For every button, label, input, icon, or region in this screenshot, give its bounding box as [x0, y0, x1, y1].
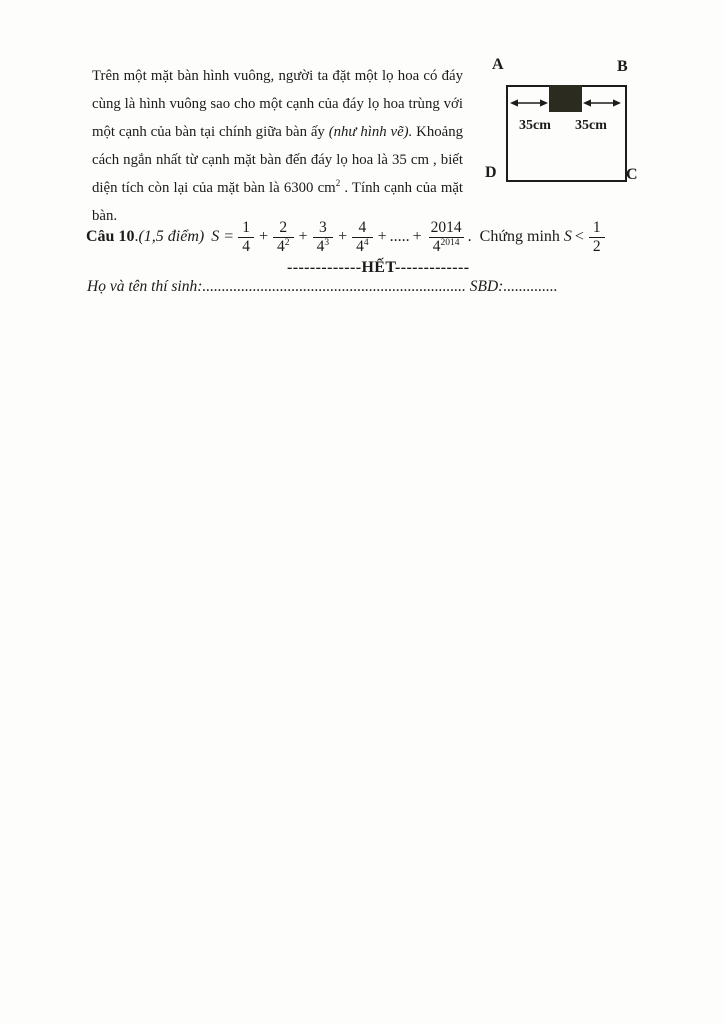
question-10-line	[86, 219, 607, 256]
left-distance-arrow-icon	[510, 97, 548, 109]
problem-line-3-tail: Khoảng	[412, 124, 464, 140]
plus-sign: +	[412, 228, 422, 246]
fraction-term-3: $\frac{3}{4^3}$	[313, 219, 334, 256]
problem-line-4: cách ngắn nhất từ cạnh mặt bàn đến đáy lọ hoa là 35 cm , biết	[92, 152, 463, 168]
problem-line-5-text: diện tích còn lại của mặt bàn là 6300 cm	[92, 180, 336, 196]
corner-label-b: B	[617, 58, 628, 75]
vase-base-square	[549, 85, 582, 112]
fraction-term-4: $\frac{4}{4^4}$	[352, 219, 373, 256]
right-measure-label: 35cm	[575, 118, 607, 133]
plus-sign: +	[377, 228, 387, 246]
table-figure	[485, 56, 651, 198]
corner-label-a: A	[492, 56, 504, 73]
problem-line-6: bàn.	[92, 208, 118, 224]
problem-line-2: cùng là hình vuông sao cho một cạnh của đáy lọ hoa trùng với	[92, 96, 463, 112]
fraction-term-last: $\frac{2014}{4^{2014}}$	[430, 219, 462, 255]
question-label: Câu 10	[86, 228, 135, 246]
claim-fraction: $\frac{1}{2}$	[589, 219, 605, 256]
table-square	[506, 85, 627, 182]
plus-sign: +	[338, 228, 348, 246]
problem-line-5	[92, 174, 463, 202]
problem-line-5-tail: . Tính cạnh của mặt	[340, 180, 464, 196]
sbd-label: SBD:	[465, 278, 504, 295]
prove-text: Chứng minh	[479, 228, 560, 246]
figure-reference-note: (như hình vẽ).	[328, 124, 413, 140]
squared-exponent: 2	[335, 178, 341, 189]
corner-label-c: C	[626, 166, 638, 183]
series-ellipsis: .....	[389, 228, 410, 246]
claim-variable: S	[563, 228, 572, 246]
equals-sign: =	[224, 228, 234, 246]
question-points: (1,5 điểm)	[138, 228, 205, 246]
fraction-term-2: $\frac{2}{4^2}$	[273, 219, 294, 256]
candidate-name-label: Họ và tên thí sinh:	[87, 278, 203, 295]
sbd-dots: ..............	[503, 278, 558, 295]
series-variable: S	[211, 228, 220, 246]
signature-line	[87, 278, 558, 296]
less-than-sign: <	[574, 228, 584, 246]
problem-statement	[92, 62, 463, 230]
formula-period: .	[467, 228, 472, 246]
left-measure-label: 35cm	[519, 118, 551, 133]
problem-line-1: Trên một mặt bàn hình vuông, người ta đặt một lọ hoa có đáy	[92, 68, 463, 84]
het-divider: -------------HẾT-------------	[287, 259, 470, 276]
problem-line-3-text: một cạnh của bàn tại chính giữa bàn ấy	[92, 124, 329, 140]
plus-sign: +	[259, 228, 269, 246]
fraction-term-1: $\frac{1}{4}$	[238, 219, 254, 256]
corner-label-d: D	[485, 164, 497, 181]
problem-line-3	[92, 118, 463, 146]
plus-sign: +	[298, 228, 308, 246]
right-distance-arrow-icon	[583, 97, 621, 109]
question-label-dot: .	[134, 228, 139, 246]
candidate-name-dots: ....................................................................	[202, 278, 466, 295]
